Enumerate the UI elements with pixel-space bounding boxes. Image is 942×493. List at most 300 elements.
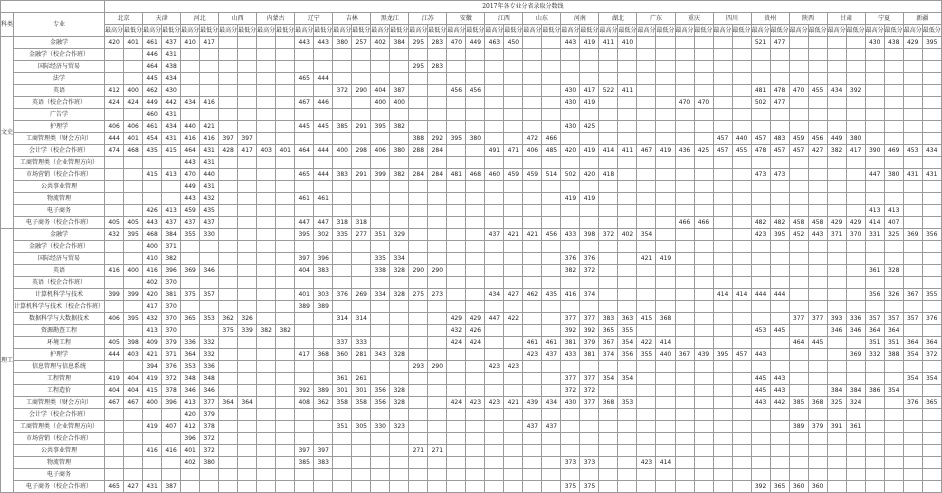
score-cell: 378 xyxy=(200,421,219,433)
score-cell xyxy=(922,181,941,193)
score-cell: 428 xyxy=(219,145,238,157)
score-cell: 375 xyxy=(580,481,599,493)
score-cell xyxy=(371,457,390,469)
category-cell: 理工 xyxy=(1,229,14,493)
score-cell: 339 xyxy=(238,325,257,337)
max-score-label: 最高分 xyxy=(219,25,238,37)
score-cell xyxy=(409,241,428,253)
score-cell xyxy=(922,421,941,433)
score-cell xyxy=(238,61,257,73)
score-cell xyxy=(257,421,276,433)
score-cell: 261 xyxy=(352,373,371,385)
score-cell xyxy=(827,289,846,301)
max-score-label: 最高分 xyxy=(827,25,846,37)
score-cell: 328 xyxy=(390,289,409,301)
score-cell: 382 xyxy=(827,145,846,157)
min-score-label: 最低分 xyxy=(352,25,371,37)
score-cell: 393 xyxy=(827,313,846,325)
score-cell: 478 xyxy=(770,85,789,97)
score-cell: 356 xyxy=(371,397,390,409)
table-row xyxy=(1,49,942,61)
score-cell: 326 xyxy=(884,289,903,301)
score-cell xyxy=(846,253,865,265)
score-cell: 457 xyxy=(789,145,808,157)
score-cell: 404 xyxy=(124,373,143,385)
score-cell xyxy=(428,157,447,169)
score-cell xyxy=(257,265,276,277)
score-cell xyxy=(466,481,485,493)
score-cell: 328 xyxy=(884,265,903,277)
score-cell: 370 xyxy=(162,325,181,337)
score-cell xyxy=(447,181,466,193)
score-cell: 372 xyxy=(200,445,219,457)
score-cell xyxy=(219,265,238,277)
max-score-label: 最高分 xyxy=(713,25,732,37)
score-cell: 431 xyxy=(162,133,181,145)
score-cell xyxy=(637,121,656,133)
score-cell: 444 xyxy=(105,349,124,361)
score-cell xyxy=(675,85,694,97)
score-cell xyxy=(789,61,808,73)
score-cell xyxy=(846,457,865,469)
score-cell: 291 xyxy=(352,121,371,133)
score-cell: 417 xyxy=(846,145,865,157)
score-cell xyxy=(618,409,637,421)
score-cell xyxy=(295,49,314,61)
score-cell: 438 xyxy=(884,37,903,49)
score-cell xyxy=(751,109,770,121)
score-cell: 433 xyxy=(561,229,580,241)
score-cell xyxy=(789,289,808,301)
score-cell xyxy=(295,181,314,193)
score-cell xyxy=(675,181,694,193)
score-cell: 314 xyxy=(333,313,352,325)
score-cell xyxy=(599,277,618,289)
score-cell xyxy=(523,181,542,193)
score-cell xyxy=(124,301,143,313)
score-cell: 469 xyxy=(884,145,903,157)
score-cell: 401 xyxy=(181,445,200,457)
score-cell: 314 xyxy=(352,313,371,325)
score-cell xyxy=(789,325,808,337)
score-cell: 420 xyxy=(561,145,580,157)
score-cell xyxy=(751,277,770,289)
score-cell xyxy=(219,73,238,85)
score-cell xyxy=(561,133,580,145)
score-cell xyxy=(637,205,656,217)
score-cell xyxy=(846,61,865,73)
score-cell: 477 xyxy=(770,37,789,49)
score-cell xyxy=(637,481,656,493)
score-cell xyxy=(466,301,485,313)
score-cell xyxy=(428,205,447,217)
province-header: 江西 xyxy=(485,13,523,25)
score-cell xyxy=(371,325,390,337)
score-cell: 420 xyxy=(181,409,200,421)
score-cell: 423 xyxy=(523,349,542,361)
min-score-label: 最低分 xyxy=(504,25,523,37)
score-cell: 418 xyxy=(599,169,618,181)
score-cell xyxy=(542,457,561,469)
score-cell xyxy=(922,457,941,469)
score-cell xyxy=(732,169,751,181)
score-cell xyxy=(637,133,656,145)
score-cell xyxy=(656,157,675,169)
score-cell xyxy=(276,373,295,385)
score-cell xyxy=(371,49,390,61)
score-cell xyxy=(770,157,789,169)
score-cell xyxy=(884,61,903,73)
score-cell xyxy=(257,37,276,49)
score-cell xyxy=(276,205,295,217)
score-cell xyxy=(523,325,542,337)
score-cell xyxy=(637,277,656,289)
score-cell xyxy=(599,193,618,205)
score-cell xyxy=(618,301,637,313)
major-cell: 工程管理 xyxy=(14,373,105,385)
max-score-label: 最高分 xyxy=(181,25,200,37)
score-cell xyxy=(922,73,941,85)
province-header: 天津 xyxy=(143,13,181,25)
score-cell: 458 xyxy=(808,217,827,229)
score-cell: 431 xyxy=(903,169,922,181)
score-cell xyxy=(352,409,371,421)
score-cell: 367 xyxy=(675,349,694,361)
score-cell: 442 xyxy=(770,397,789,409)
table-row xyxy=(1,277,942,289)
score-cell xyxy=(770,253,789,265)
score-cell xyxy=(694,469,713,481)
score-cell xyxy=(257,121,276,133)
score-cell xyxy=(675,265,694,277)
score-cell xyxy=(428,313,447,325)
score-cell xyxy=(333,181,352,193)
score-cell: 443 xyxy=(808,229,827,241)
score-cell xyxy=(124,361,143,373)
score-cell xyxy=(846,469,865,481)
score-cell xyxy=(447,301,466,313)
score-cell xyxy=(219,109,238,121)
score-cell xyxy=(523,73,542,85)
score-cell xyxy=(580,301,599,313)
score-cell xyxy=(371,469,390,481)
score-cell xyxy=(352,301,371,313)
score-cell xyxy=(485,157,504,169)
major-cell: 物流管理 xyxy=(14,457,105,469)
score-cell: 491 xyxy=(485,145,504,157)
score-cell xyxy=(827,277,846,289)
score-cell xyxy=(637,61,656,73)
score-cell: 442 xyxy=(162,97,181,109)
score-cell xyxy=(276,445,295,457)
score-cell xyxy=(219,169,238,181)
score-cell xyxy=(143,433,162,445)
score-cell xyxy=(219,457,238,469)
score-cell xyxy=(770,121,789,133)
score-cell xyxy=(219,241,238,253)
score-cell xyxy=(295,157,314,169)
score-cell: 353 xyxy=(618,397,637,409)
score-cell: 473 xyxy=(751,169,770,181)
score-cell xyxy=(504,121,523,133)
score-cell: 354 xyxy=(903,349,922,361)
score-cell: 429 xyxy=(903,37,922,49)
score-cell: 392 xyxy=(580,325,599,337)
score-cell xyxy=(295,469,314,481)
score-cell: 356 xyxy=(371,385,390,397)
score-cell: 380 xyxy=(846,133,865,145)
score-cell: 419 xyxy=(105,373,124,385)
score-cell xyxy=(770,433,789,445)
score-cell xyxy=(390,217,409,229)
score-cell: 447 xyxy=(865,169,884,181)
score-cell: 399 xyxy=(371,169,390,181)
score-cell xyxy=(903,409,922,421)
score-cell xyxy=(580,157,599,169)
score-cell xyxy=(618,421,637,433)
score-cell xyxy=(656,469,675,481)
score-cell xyxy=(238,361,257,373)
score-cell: 443 xyxy=(770,385,789,397)
score-cell: 466 xyxy=(694,217,713,229)
score-cell xyxy=(238,337,257,349)
score-cell: 369 xyxy=(846,349,865,361)
score-cell xyxy=(656,121,675,133)
score-cell: 400 xyxy=(124,85,143,97)
score-cell xyxy=(599,133,618,145)
score-cell xyxy=(162,469,181,481)
score-cell: 440 xyxy=(656,349,675,361)
score-cell xyxy=(713,193,732,205)
score-cell xyxy=(276,397,295,409)
score-cell xyxy=(599,253,618,265)
score-cell xyxy=(732,265,751,277)
score-cell xyxy=(903,241,922,253)
score-cell: 351 xyxy=(371,229,390,241)
score-cell xyxy=(352,73,371,85)
score-cell xyxy=(314,205,333,217)
score-cell xyxy=(504,157,523,169)
score-cell: 416 xyxy=(181,133,200,145)
score-cell xyxy=(789,49,808,61)
score-cell: 411 xyxy=(599,37,618,49)
score-cell: 420 xyxy=(105,37,124,49)
score-cell xyxy=(903,49,922,61)
score-cell xyxy=(789,385,808,397)
score-cell: 403 xyxy=(124,349,143,361)
score-cell xyxy=(314,181,333,193)
score-cell xyxy=(789,121,808,133)
score-cell xyxy=(922,409,941,421)
score-cell: 429 xyxy=(827,217,846,229)
min-score-label: 最低分 xyxy=(846,25,865,37)
score-cell xyxy=(504,481,523,493)
score-cell: 364 xyxy=(903,337,922,349)
score-cell xyxy=(371,445,390,457)
score-cell xyxy=(865,157,884,169)
score-cell xyxy=(219,409,238,421)
score-cell xyxy=(371,409,390,421)
score-cell xyxy=(333,469,352,481)
score-cell xyxy=(751,313,770,325)
score-cell xyxy=(922,217,941,229)
score-cell xyxy=(656,373,675,385)
score-cell xyxy=(371,277,390,289)
score-cell xyxy=(789,349,808,361)
score-cell xyxy=(903,265,922,277)
title-spacer xyxy=(1,1,105,13)
score-cell: 420 xyxy=(580,169,599,181)
score-cell: 336 xyxy=(846,313,865,325)
score-cell: 462 xyxy=(143,85,162,97)
score-cell: 415 xyxy=(162,145,181,157)
score-cell: 464 xyxy=(789,337,808,349)
score-cell xyxy=(276,253,295,265)
score-cell xyxy=(922,97,941,109)
score-cell xyxy=(675,169,694,181)
score-cell: 432 xyxy=(200,193,219,205)
score-cell xyxy=(903,481,922,493)
max-score-label: 最高分 xyxy=(789,25,808,37)
score-cell xyxy=(789,301,808,313)
score-cell xyxy=(485,409,504,421)
major-cell: 金融学 xyxy=(14,229,105,241)
major-cell: 市场营销（校企合作班） xyxy=(14,433,105,445)
score-cell xyxy=(428,469,447,481)
score-cell xyxy=(333,193,352,205)
score-cell xyxy=(485,325,504,337)
score-cell xyxy=(846,205,865,217)
score-cell xyxy=(542,217,561,229)
score-cell xyxy=(314,61,333,73)
score-cell xyxy=(808,97,827,109)
score-cell: 361 xyxy=(846,421,865,433)
score-cell xyxy=(922,361,941,373)
score-cell: 461 xyxy=(542,337,561,349)
score-cell xyxy=(409,205,428,217)
score-cell xyxy=(542,385,561,397)
score-cell: 362 xyxy=(219,313,238,325)
score-cell xyxy=(428,109,447,121)
score-cell xyxy=(219,49,238,61)
score-cell xyxy=(295,277,314,289)
score-cell xyxy=(466,49,485,61)
score-cell xyxy=(409,325,428,337)
major-cell: 英语 xyxy=(14,85,105,97)
score-cell xyxy=(713,385,732,397)
score-cell: 473 xyxy=(770,169,789,181)
max-score-label: 最高分 xyxy=(865,25,884,37)
score-cell xyxy=(656,397,675,409)
score-cell xyxy=(409,277,428,289)
score-cell: 338 xyxy=(371,265,390,277)
score-cell xyxy=(333,205,352,217)
score-cell xyxy=(732,457,751,469)
score-cell xyxy=(542,361,561,373)
score-cell xyxy=(504,325,523,337)
score-cell xyxy=(656,193,675,205)
score-cell: 328 xyxy=(390,397,409,409)
score-cell: 467 xyxy=(124,397,143,409)
score-cell xyxy=(523,277,542,289)
score-cell xyxy=(599,481,618,493)
score-cell xyxy=(257,217,276,229)
score-cell xyxy=(713,121,732,133)
score-cell xyxy=(276,49,295,61)
score-cell: 361 xyxy=(333,373,352,385)
score-cell xyxy=(637,97,656,109)
score-cell xyxy=(447,421,466,433)
score-cell xyxy=(694,229,713,241)
score-cell xyxy=(504,49,523,61)
score-cell xyxy=(371,133,390,145)
score-cell xyxy=(314,409,333,421)
score-cell xyxy=(428,421,447,433)
score-cell xyxy=(846,193,865,205)
score-cell xyxy=(580,205,599,217)
score-cell xyxy=(675,409,694,421)
score-cell: 395 xyxy=(713,349,732,361)
score-cell xyxy=(694,109,713,121)
score-cell xyxy=(447,49,466,61)
score-cell xyxy=(808,433,827,445)
score-cell xyxy=(846,445,865,457)
score-cell xyxy=(770,193,789,205)
score-cell xyxy=(542,241,561,253)
score-cell xyxy=(675,337,694,349)
major-cell: 会计学（校企合作班） xyxy=(14,145,105,157)
score-cell xyxy=(523,301,542,313)
score-cell xyxy=(447,469,466,481)
score-cell xyxy=(656,361,675,373)
score-cell xyxy=(542,445,561,457)
score-cell xyxy=(352,277,371,289)
score-cell xyxy=(903,61,922,73)
score-cell xyxy=(751,241,770,253)
score-cell: 470 xyxy=(694,97,713,109)
score-cell: 377 xyxy=(580,373,599,385)
score-cell xyxy=(466,349,485,361)
score-cell: 401 xyxy=(276,145,295,157)
score-cell xyxy=(675,193,694,205)
score-cell xyxy=(447,73,466,85)
score-cell xyxy=(903,73,922,85)
score-cell: 412 xyxy=(181,421,200,433)
score-cell xyxy=(219,349,238,361)
score-cell: 380 xyxy=(390,145,409,157)
score-cell: 414 xyxy=(732,289,751,301)
score-cell: 382 xyxy=(561,265,580,277)
score-cell xyxy=(580,361,599,373)
score-cell: 472 xyxy=(523,133,542,145)
max-score-label: 最高分 xyxy=(903,25,922,37)
score-cell xyxy=(466,205,485,217)
score-cell: 332 xyxy=(200,337,219,349)
score-cell xyxy=(865,121,884,133)
score-cell: 470 xyxy=(675,97,694,109)
score-cell xyxy=(257,241,276,253)
score-cell xyxy=(390,193,409,205)
score-cell xyxy=(922,445,941,457)
score-cell xyxy=(276,97,295,109)
score-cell xyxy=(694,241,713,253)
score-cell xyxy=(219,433,238,445)
score-cell xyxy=(637,193,656,205)
table-row xyxy=(1,289,942,301)
score-cell: 372 xyxy=(333,85,352,97)
score-cell: 456 xyxy=(542,229,561,241)
score-cell xyxy=(542,409,561,421)
